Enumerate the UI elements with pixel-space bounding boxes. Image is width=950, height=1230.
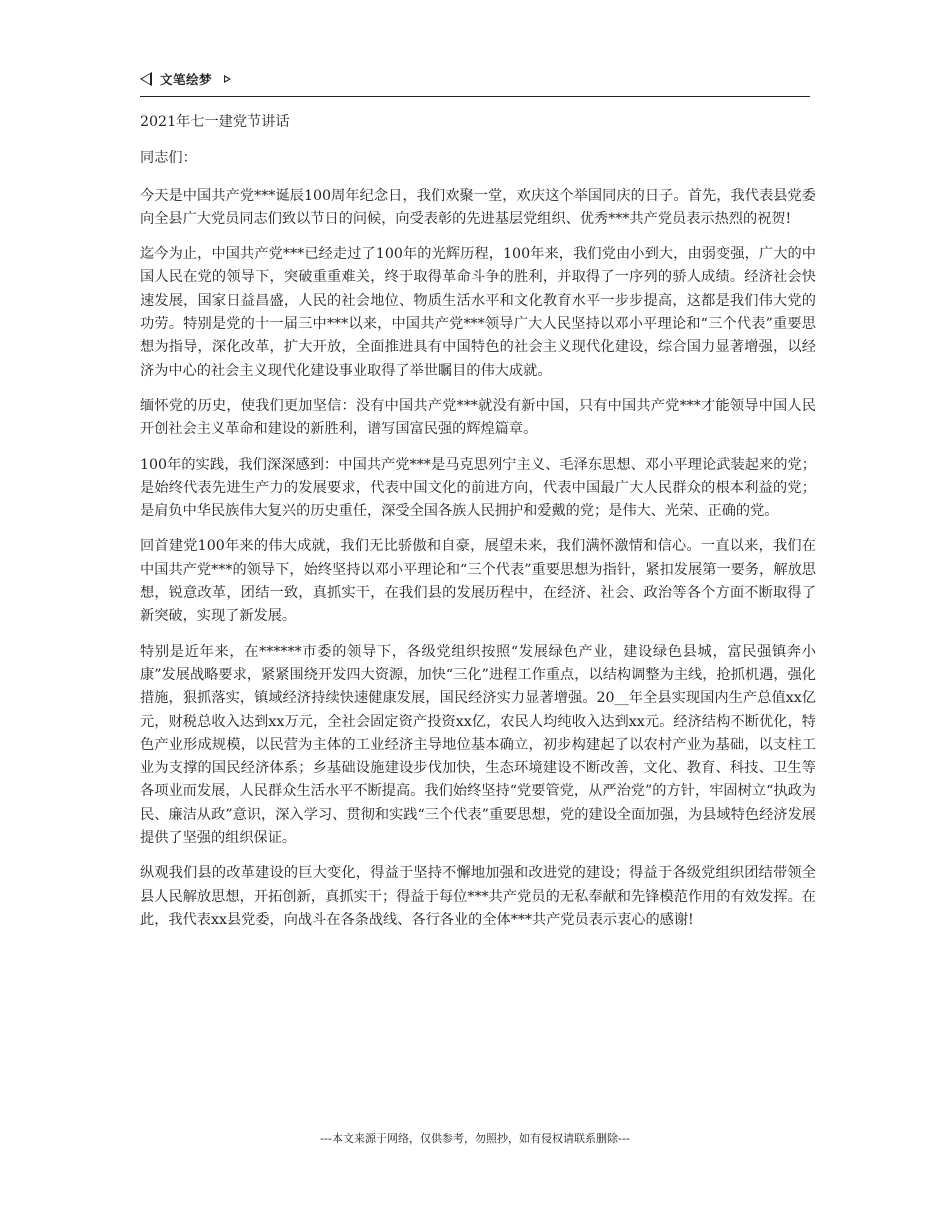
- footer-disclaimer: ---本文来源于网络，仅供参考，勿照抄，如有侵权请联系删除---: [320, 1132, 630, 1145]
- page-header: [140, 70, 810, 97]
- greeting: 同志们：: [140, 150, 197, 167]
- paragraph: 100年的实践，我们深深感到：中国共产党***是马克思列宁主义、毛泽东思想、邓小平理论武装起来的党；是始终代表先进生产力的发展要求，代表中国文化的前进方向，代表中国最广大人民群众的根本利益的党；是肩负中华民族伟大复兴的历史重任，深受全国各族人民拥护和爱戴的党；是伟大、光荣、正确的党。: [140, 456, 816, 520]
- paragraph: 缅怀党的历史，使我们更加坚信：没有中国共产党***就没有新中国，只有中国共产党***才能领导中国人民开创社会主义革命和建设的新胜利，谱写国富民强的辉煌篇章。: [140, 397, 816, 438]
- paragraph: 纵观我们县的改革建设的巨大变化，得益于坚持不懈地加强和改进党的建设；得益于各级党组织团结带领全县人民解放思想，开拓创新，真抓实干；得益于每位***共产党员的无私奉献和先锋模范作用的有效发挥。在此，我代表xx县党委，向战斗在各条战线、各行各业的全体***共产党员表示衷心的感谢!: [140, 865, 816, 928]
- brand-logo-text: 文笔绘梦: [160, 72, 213, 87]
- triangle-right-icon: [224, 75, 231, 83]
- document-body: [140, 111, 816, 944]
- paragraph: 特别是近年来，在******市委的领导下，各级党组织按照“发展绿色产业，建设绿色县城，富民强镇奔小康”发展战略要求，紧紧围绕开发四大资源，加快“三化”进程工作重点，以结构调整为主线，抢抓机遇，强化措施，狠抓落实，镇域经济持续快速健康发展，国民经济实力显著增强。20__年全县实现国内生产总值xx亿元，财税总收入达到xx万元，全社会固定资产投资xx亿，农民人均纯收入达到xx元。经济结构不断优化，特色产业形成规模，以民营为主体的工业经济主导地位基本确立，初步构建起了以农村产业为基础，以支柱工业为支撑的国民经济体系；乡基础设施建设步伐加快，生态环境建设不断改善，文化、教育、科技、卫生等各项业而发展，人民群众生活水平不断提高。我们始终坚持“党要管党，从严治党”的方针，牢固树立“执政为民、廉洁从政”意识，深入学习、贯彻和实践“三个代表”重要思想，党的建设全面加强，为县域特色经济发展提供了坚强的组织保证。: [140, 643, 816, 847]
- brand-logo: [140, 70, 231, 88]
- triangle-left-icon: [140, 72, 152, 86]
- paragraph: 迄今为止，中国共产党***已经走过了100年的光辉历程，100年来，我们党由小到大，由弱变强，广大的中国人民在党的领导下，突破重重难关，终于取得革命斗争的胜利，并取得了一序列的骄人成绩。经济社会快速发展，国家日益昌盛，人民的社会地位、物质生活水平和文化教育水平一步步提高，这都是我们伟大党的功劳。特别是党的十一届三中***以来，中国共产党***领导广大人民坚持以邓小平理论和“三个代表”重要思想为指导，深化改革，扩大开放，全面推进具有中国特色的社会主义现代化建设，综合国力显著增强，以经济为中心的社会主义现代化建设事业取得了举世瞩目的伟大成就。: [140, 246, 816, 379]
- document-title: 2021年七一建党节讲话: [140, 114, 290, 130]
- paragraph: 今天是中国共产党***诞辰100周年纪念日，我们欢聚一堂，欢庆这个举国同庆的日子。首先，我代表县党委向全县广大党员同志们致以节日的问候，向受表彰的先进基层党组织、优秀***共产党员表示热烈的祝贺!: [140, 187, 816, 227]
- paragraph: 回首建党100年来的伟大成就，我们无比骄傲和自豪，展望未来，我们满怀激情和信心。一直以来，我们在中国共产党***的领导下，始终坚持以邓小平理论和“三个代表”重要思想为指针，紧扣发展第一要务，解放思想，锐意改革，团结一致，真抓实干，在我们县的发展历程中，在经济、社会、政治等各个方面不断取得了新突破，实现了新发展。: [140, 538, 816, 625]
